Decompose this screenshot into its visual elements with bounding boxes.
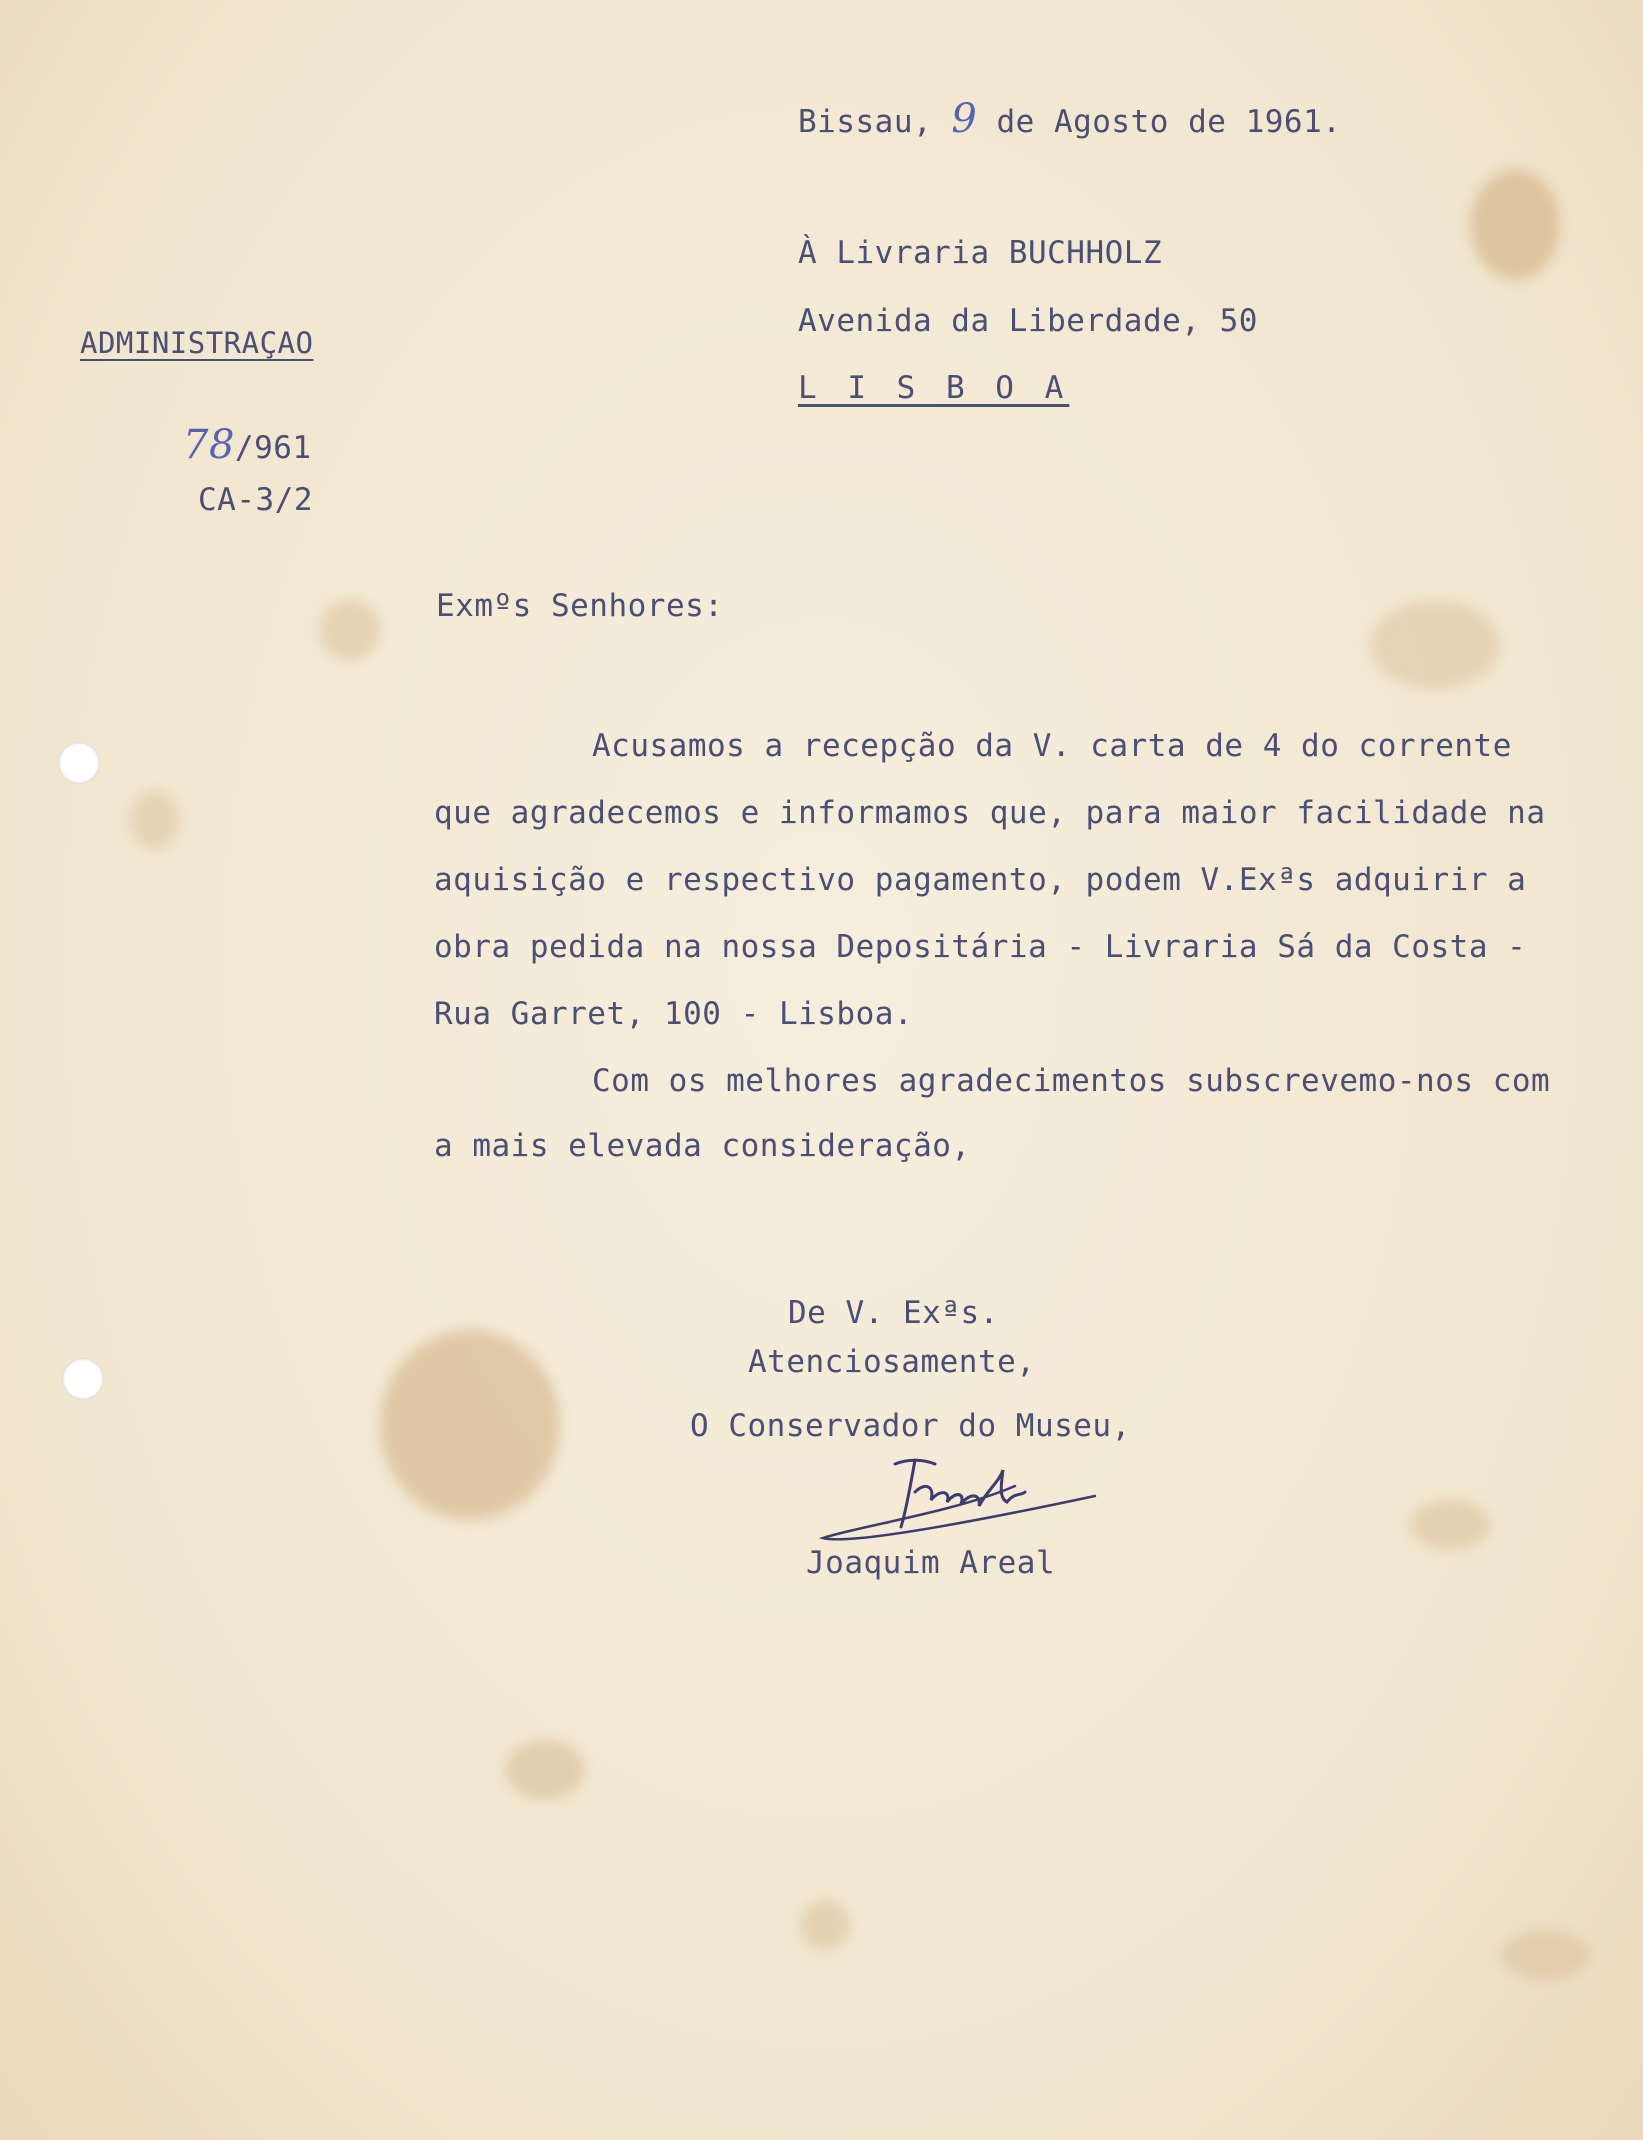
department-label: ADMINISTRAÇAO: [80, 326, 314, 360]
date-place: Bissau,: [798, 104, 933, 140]
body-line: aquisição e respectivo pagamento, podem V.Exªs adquirir a: [434, 862, 1527, 898]
recipient-line-1: À Livraria BUCHHOLZ: [798, 235, 1163, 271]
closing-line-2: Atenciosamente,: [748, 1344, 1036, 1380]
reference-number-year: /961: [234, 430, 312, 466]
reference-number-handwritten: 78: [183, 422, 235, 468]
body-line: a mais elevada consideração,: [434, 1128, 971, 1164]
body-line: obra pedida na nossa Depositária - Livraria Sá da Costa -: [434, 929, 1527, 965]
recipient-line-2: Avenida da Liberdade, 50: [798, 303, 1258, 339]
signatory-name: Joaquim Areal: [806, 1545, 1056, 1581]
stain: [1370, 600, 1500, 690]
stain: [800, 1900, 850, 1950]
closing-line-3: O Conservador do Museu,: [690, 1408, 1131, 1444]
body-line: Rua Garret, 100 - Lisboa.: [434, 996, 914, 1032]
date-day-handwritten: 9: [951, 96, 978, 142]
recipient-city: L I S B O A: [798, 370, 1070, 406]
stain: [380, 1330, 560, 1520]
stain: [320, 600, 380, 660]
closing-line-1: De V. Exªs.: [788, 1295, 999, 1331]
punch-hole: [58, 742, 100, 784]
body-line: Com os melhores agradecimentos subscrevemo-nos com: [592, 1063, 1551, 1099]
date-line: [798, 96, 1341, 142]
date-rest: de Agosto de 1961.: [996, 104, 1342, 140]
stain: [130, 790, 180, 850]
signature: [815, 1452, 1105, 1552]
punch-hole: [62, 1358, 104, 1400]
reference-code: CA-3/2: [198, 482, 313, 518]
reference-number: [183, 422, 312, 468]
stain: [1410, 1500, 1490, 1550]
stain: [1470, 170, 1560, 280]
stain: [1500, 1930, 1590, 1980]
body-line: Acusamos a recepção da V. carta de 4 do corrente: [592, 728, 1512, 764]
body-line: que agradecemos e informamos que, para maior facilidade na: [434, 795, 1546, 831]
stain: [505, 1740, 585, 1800]
salutation: Exmºs Senhores:: [436, 588, 724, 624]
